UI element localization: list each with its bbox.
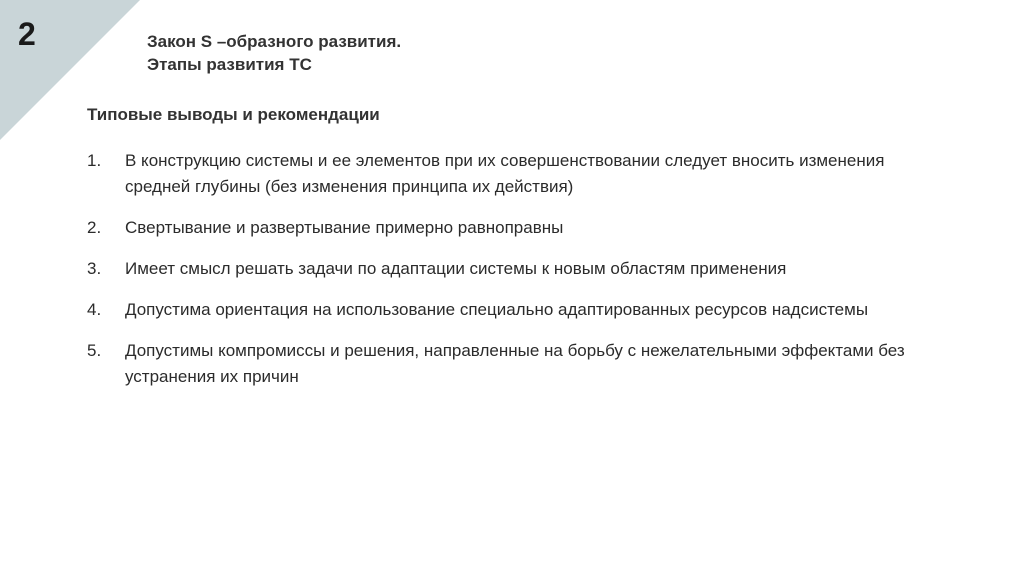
item-number: 5. — [87, 341, 102, 360]
list-item — [87, 338, 947, 390]
slide-number: 2 — [18, 16, 36, 52]
list-item — [87, 256, 947, 282]
item-text: Допустима ориентация на использование специально адаптированных ресурсов надсистемы — [125, 300, 869, 319]
item-text: Имеет смысл решать задачи по адаптации системы к новым областям применения — [125, 259, 787, 278]
item-text: В конструкцию системы и ее элементов при их совершенствовании следует вносить изменения средней глубины (без изменения принципа их действия) — [125, 151, 885, 196]
title-line-1: Закон S –образного развития. — [147, 32, 402, 51]
item-text: Свертывание и развертывание примерно равноправны — [125, 218, 564, 237]
item-number: 4. — [87, 300, 102, 319]
list-item — [87, 297, 947, 323]
section-subtitle: Типовые выводы и рекомендации — [87, 105, 380, 124]
item-number: 1. — [87, 151, 102, 170]
item-number: 2. — [87, 218, 102, 237]
list-item — [87, 148, 947, 200]
slide-title — [147, 30, 401, 76]
item-text: Допустимы компромиссы и решения, направленные на борьбу с нежелательными эффектами без устранения их причин — [125, 341, 905, 386]
recommendations-list — [87, 148, 947, 405]
item-number: 3. — [87, 259, 102, 278]
list-item — [87, 215, 947, 241]
title-line-2: Этапы развития ТС — [147, 55, 312, 74]
